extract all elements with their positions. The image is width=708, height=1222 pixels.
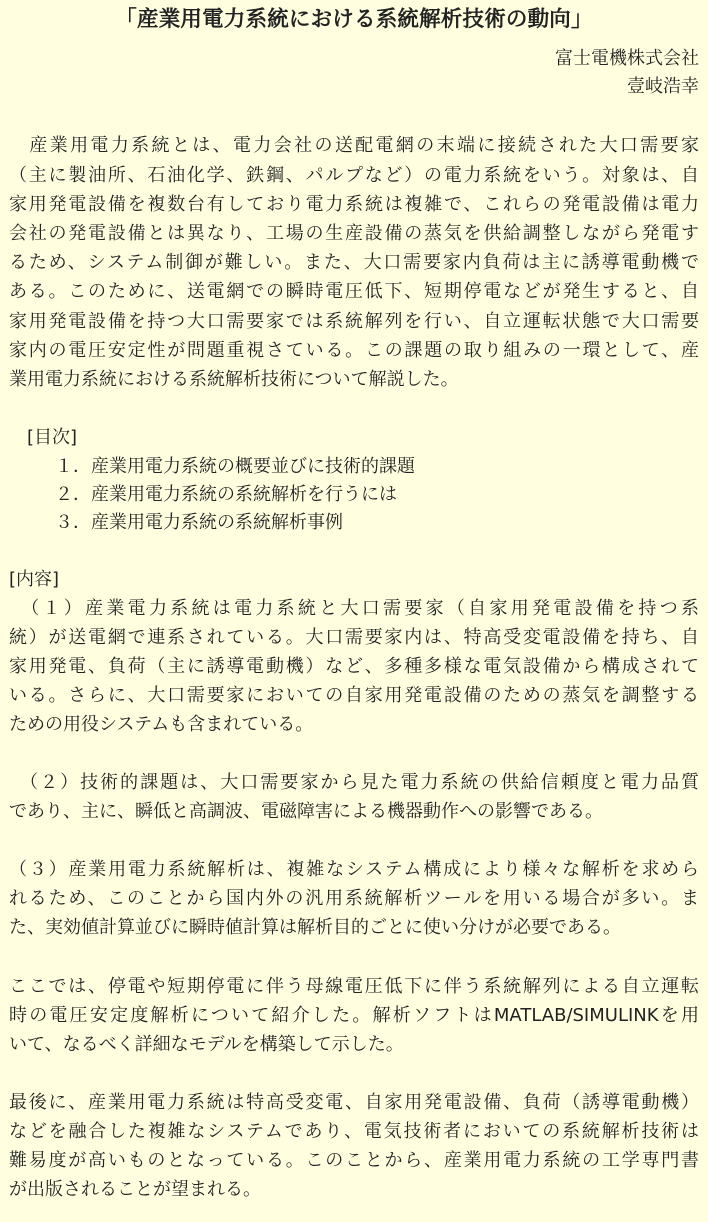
content-line: 難易度が高いものとなっている。このことから、産業用電力系統の工学専門書	[9, 1150, 699, 1171]
content-heading: [内容]	[9, 569, 60, 590]
content-line: 家用発電、負荷（主に誘導電動機）など、多種多様な電気設備から構成されて	[9, 656, 699, 677]
abstract-line: （主に製油所、石油化学、鉄鋼、パルプなど）の電力系統をいう。対象は、自	[9, 165, 699, 186]
content-line: た、実効値計算並びに瞬時値計算は解析目的ごとに使い分けが必要である。	[9, 917, 621, 938]
toc-item: １．産業用電力系統の概要並びに技術的課題	[55, 456, 415, 477]
content-line: （２）技術的課題は、大口需要家から見た電力系統の供給信頼度と電力品質	[9, 772, 699, 793]
abstract-line: ある。このために、送電網での瞬時電圧低下、短期停電などが発生すると、自	[9, 281, 699, 302]
content-line: ための用役システムも含まれている。	[9, 714, 314, 735]
content-line: 統）が送電網で連系されている。大口需要家内は、特高受変電設備を持ち、自	[9, 627, 699, 648]
content-line: （１）産業電力系統は電力系統と大口需要家（自家用発電設備を持つ系	[9, 598, 699, 619]
abstract-line: 家用発電設備を複数台有しており電力系統は複雑で、これらの発電設備は電力	[9, 194, 699, 215]
abstract-line: るため、システム制御が難しい。また、大口需要家内負荷は主に誘導電動機で	[9, 252, 699, 273]
abstract-line: 産業用電力系統とは、電力会社の送配電網の末端に接続された大口需要家	[9, 135, 699, 156]
document-title: 「産業用電力系統における系統解析技術の動向」	[115, 7, 593, 32]
toc-item: ３．産業用電力系統の系統解析事例	[55, 512, 343, 533]
content-line: 最後に、産業用電力系統は特高受変電、自家用発電設備、負荷（誘導電動機）	[9, 1092, 699, 1113]
content-line: （３）産業用電力系統解析は、複雑なシステム構成により様々な解析を求めら	[9, 859, 699, 880]
content-line: れるため、このことから国内外の汎用系統解析ツールを用いる場合が多い。ま	[9, 888, 699, 909]
content-line: が出版されることが望まれる。	[9, 1179, 261, 1200]
content-line: 時の電圧安定度解析について紹介した。解析ソフトはMATLAB/SIMULINKを用	[9, 1005, 699, 1026]
author-name: 壹岐浩幸	[627, 76, 699, 97]
abstract-line: 家内の電圧安定性が問題重視さている。この課題の取り組みの一環として、産	[9, 340, 699, 361]
content-line: などを融合した複雑なシステムであり、電気技術者においての系統解析技術は	[9, 1121, 699, 1142]
abstract-line: 会社の発電設備とは異なり、工場の生産設備の蒸気を供給調整しながら発電す	[9, 223, 699, 244]
content-line: ここでは、停電や短期停電に伴う母線電圧低下に伴う系統解列による自立運転	[9, 976, 699, 997]
company-name: 富士電機株式会社	[555, 48, 699, 69]
content-line: いる。さらに、大口需要家においての自家用発電設備のための蒸気を調整する	[9, 685, 699, 706]
toc-item: ２．産業用電力系統の系統解析を行うには	[55, 484, 397, 505]
toc-heading: [目次]	[27, 427, 78, 448]
content-line: いて、なるべく詳細なモデルを構築して示した。	[9, 1034, 404, 1055]
content-line: であり、主に、瞬低と高調波、電磁障害による機器動作への影響である。	[9, 801, 603, 822]
abstract-line: 家用発電設備を持つ大口需要家では系統解列を行い、自立運転状態で大口需要	[9, 311, 699, 332]
abstract-line: 業用電力系統における系統解析技術について解説した。	[9, 369, 459, 390]
